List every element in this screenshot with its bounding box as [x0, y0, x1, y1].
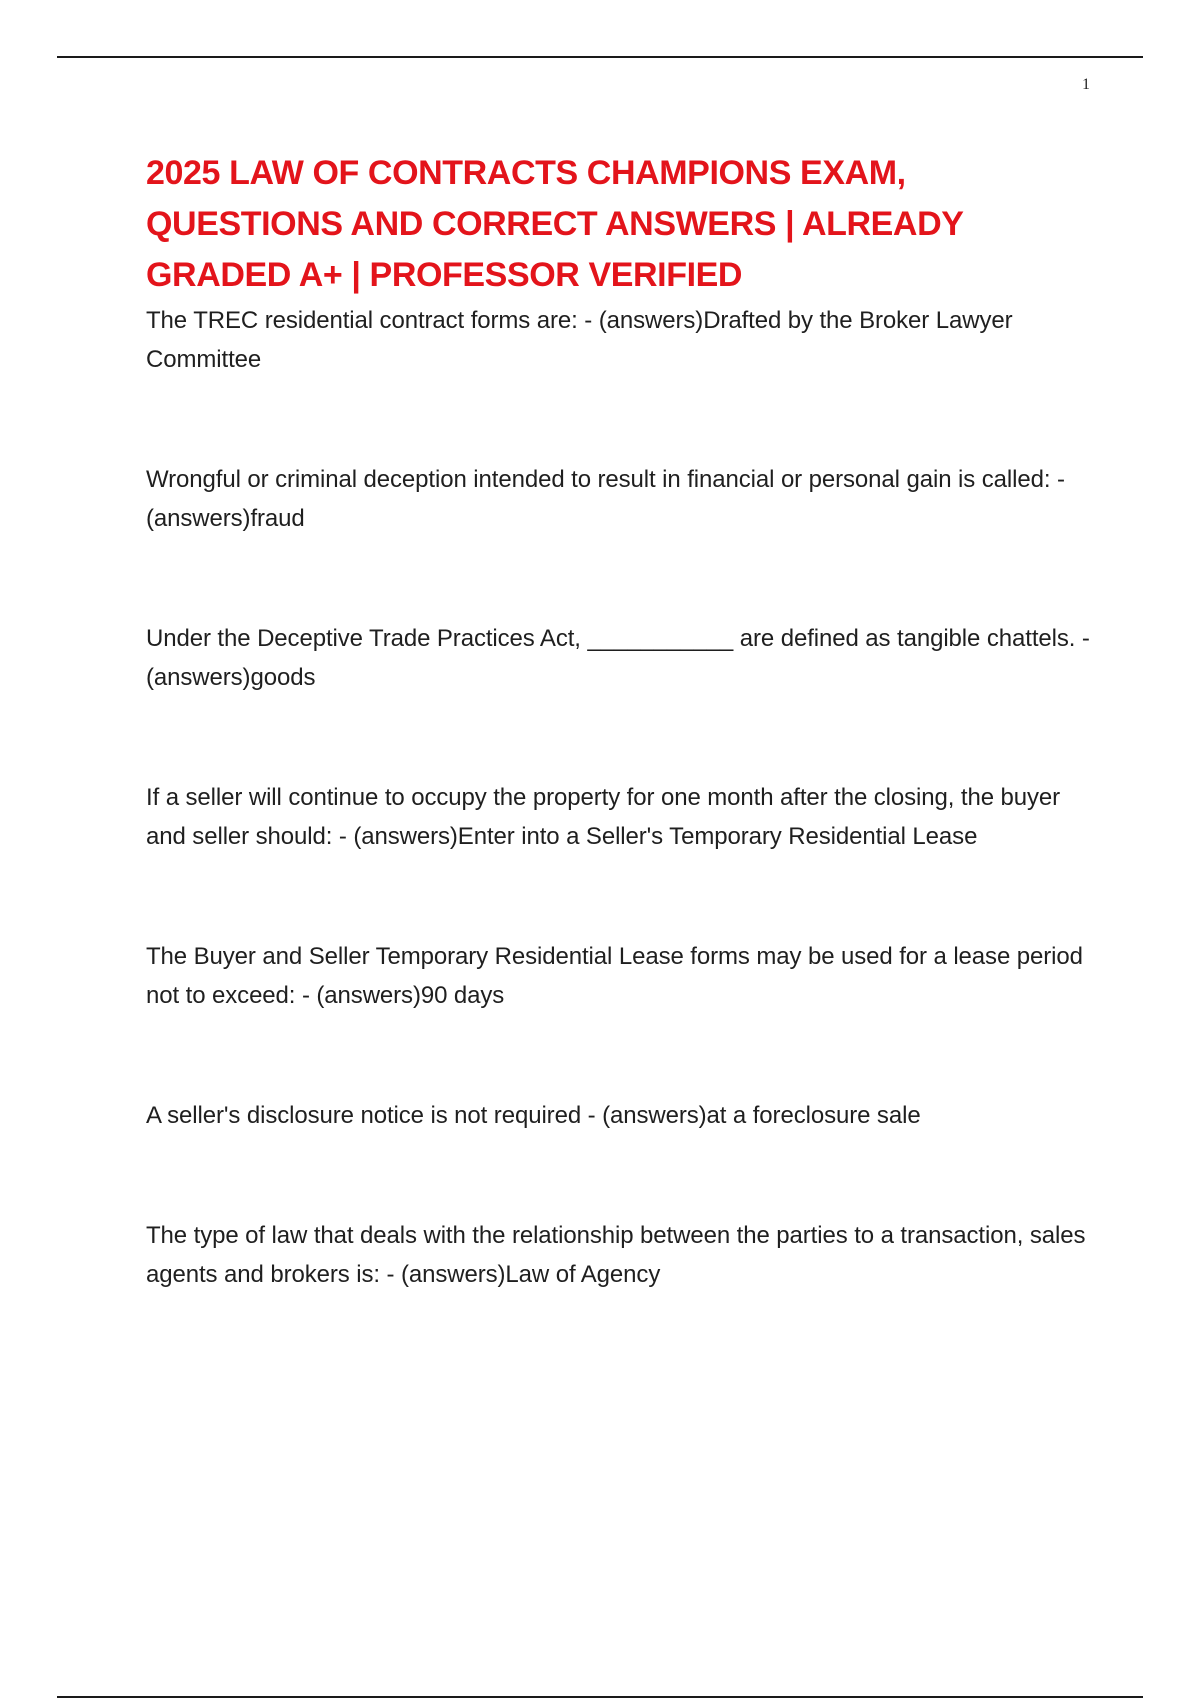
footer-rule	[57, 1696, 1143, 1698]
question-answer-item: A seller's disclosure notice is not required - (answers)at a foreclosure sale	[146, 1102, 921, 1129]
question-answer-item: The Buyer and Seller Temporary Residential Lease forms may be used for a lease period not to exceed: - (answers)90 days	[146, 943, 1083, 1009]
question-answer-item: If a seller will continue to occupy the property for one month after the closing, the buyer and seller should: - (answers)Enter into a Seller's Temporary Residential Lease	[146, 784, 1061, 850]
document-title: 2025 LAW OF CONTRACTS CHAMPIONS EXAM, QUESTIONS AND CORRECT ANSWERS | ALREADY GRADED A+ | PROFESSOR VERIFIED	[146, 154, 963, 294]
question-answer-item: The type of law that deals with the relationship between the parties to a transaction, sales agents and brokers is: - (answers)Law of Agency	[146, 1222, 1086, 1288]
document-body	[146, 148, 1096, 1294]
page-number: 1	[1082, 76, 1090, 93]
header-rule	[57, 56, 1143, 58]
question-answer-list	[146, 301, 1096, 1294]
question-answer-item: Wrongful or criminal deception intended to result in financial or personal gain is called: - (answers)fraud	[146, 466, 1065, 532]
question-answer-item: The TREC residential contract forms are: - (answers)Drafted by the Broker Lawyer Committee	[146, 307, 1013, 373]
question-answer-item: Under the Deceptive Trade Practices Act, ___________ are defined as tangible chattels. - (answers)goods	[146, 625, 1090, 691]
